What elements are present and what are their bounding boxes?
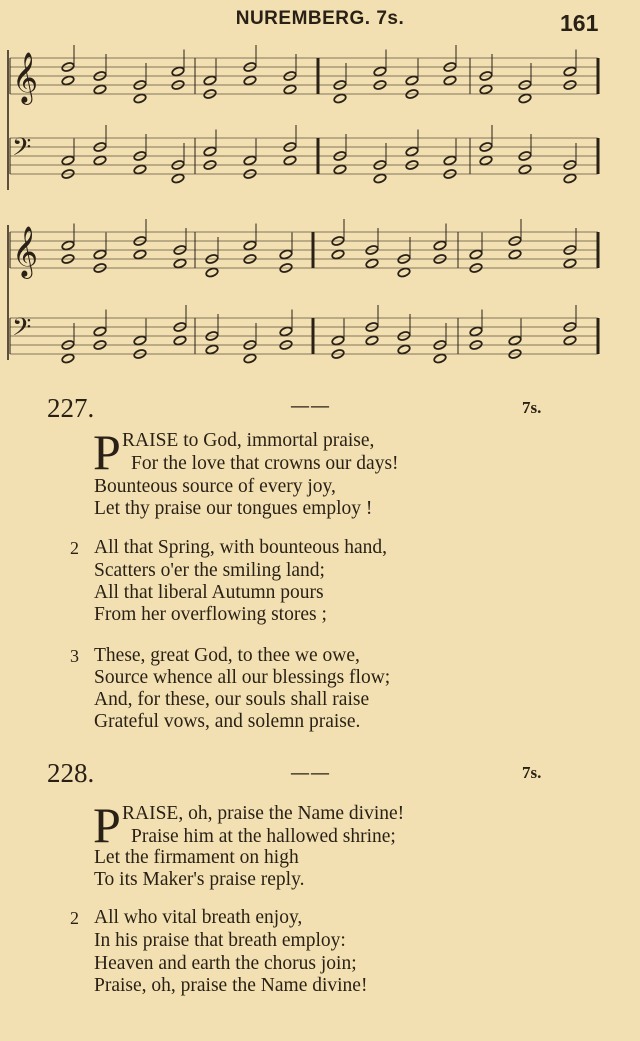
note-head (133, 335, 147, 346)
verse-line: All that liberal Autumn pours (94, 582, 324, 603)
note-head (61, 240, 75, 251)
note-head (243, 75, 257, 86)
verse-line: RAISE to God, immortal praise, (122, 430, 375, 451)
note-head (279, 326, 293, 337)
note-head (405, 146, 419, 157)
note-head (133, 93, 147, 104)
note-head (508, 335, 522, 346)
note-head (563, 66, 577, 77)
note-head (93, 249, 107, 260)
note-head (331, 249, 345, 260)
note-head (405, 75, 419, 86)
note-head (203, 146, 217, 157)
note-head (133, 249, 147, 260)
note-head (397, 267, 411, 278)
verse-line: For the love that crowns our days! (131, 453, 399, 474)
note-head (173, 258, 187, 269)
note-head (279, 249, 293, 260)
verse-number: 2 (70, 538, 79, 558)
verse-line: And, for these, our souls shall raise (94, 689, 370, 710)
note-head (243, 240, 257, 251)
note-head (203, 75, 217, 86)
note-head (433, 240, 447, 251)
verse-line: In his praise that breath employ: (94, 930, 346, 951)
note-head (61, 155, 75, 166)
hymn-number: 227. (47, 393, 95, 423)
note-head (443, 155, 457, 166)
note-head (333, 93, 347, 104)
verse-line: Let thy praise our tongues employ ! (94, 498, 373, 519)
note-head (243, 353, 257, 364)
bass-clef-icon: 𝄢 (12, 133, 32, 168)
verse-line: Source whence all our blessings flow; (94, 667, 391, 688)
verse-line: These, great God, to thee we owe, (94, 645, 360, 666)
drop-cap: P (93, 424, 121, 480)
note-head (373, 173, 387, 184)
note-head (563, 258, 577, 269)
note-head (93, 155, 107, 166)
note-head (331, 335, 345, 346)
note-head (173, 335, 187, 346)
note-head (365, 335, 379, 346)
verse-line: RAISE, oh, praise the Name divine! (122, 803, 405, 824)
note-head (469, 249, 483, 260)
verse-number: 3 (70, 646, 79, 666)
note-head (365, 258, 379, 269)
note-head (243, 155, 257, 166)
note-head (171, 66, 185, 77)
separator: —— (290, 760, 330, 784)
note-head (205, 344, 219, 355)
note-head (205, 267, 219, 278)
note-head (93, 326, 107, 337)
note-head (443, 75, 457, 86)
note-head (171, 173, 185, 184)
note-head (508, 249, 522, 260)
note-head (563, 173, 577, 184)
meter: 7s. (522, 763, 542, 782)
note-head (133, 164, 147, 175)
meter: 7s. (522, 398, 542, 417)
drop-cap: P (93, 797, 121, 853)
verse-number: 2 (70, 908, 79, 928)
verse-line: From her overflowing stores ; (94, 604, 327, 625)
verse-line: Let the firmament on high (94, 847, 299, 868)
note-head (433, 353, 447, 364)
verse-line: All that Spring, with bounteous hand, (94, 537, 388, 558)
hymn-number: 228. (47, 758, 95, 788)
note-head (563, 335, 577, 346)
note-head (479, 84, 493, 95)
note-head (333, 164, 347, 175)
note-head (93, 84, 107, 95)
separator: —— (290, 393, 330, 417)
note-head (61, 353, 75, 364)
note-head (397, 344, 411, 355)
music-score (0, 0, 640, 380)
treble-clef-icon: 𝄞 (12, 52, 39, 103)
note-head (283, 84, 297, 95)
treble-clef-icon: 𝄞 (12, 226, 39, 277)
verse-line: Grateful vows, and solemn praise. (94, 711, 361, 732)
verse-line: Praise, oh, praise the Name divine! (94, 975, 368, 996)
note-head (518, 164, 532, 175)
tune-title: NUREMBERG. 7s. (235, 8, 405, 29)
verse-line: Bounteous source of every joy, (94, 476, 336, 497)
note-head (61, 75, 75, 86)
note-head (373, 66, 387, 77)
page-number: 161 (560, 10, 599, 36)
verse-line: All who vital breath enjoy, (94, 907, 303, 928)
verse-line: Praise him at the hallowed shrine; (131, 826, 396, 847)
verse-line: Scatters o'er the smiling land; (94, 560, 325, 581)
note-head (283, 155, 297, 166)
note-head (479, 155, 493, 166)
note-head (469, 326, 483, 337)
verse-line: Heaven and earth the chorus join; (94, 953, 357, 974)
verse-line: To its Maker's praise reply. (94, 869, 305, 890)
bass-clef-icon: 𝄢 (12, 313, 32, 348)
note-head (518, 93, 532, 104)
